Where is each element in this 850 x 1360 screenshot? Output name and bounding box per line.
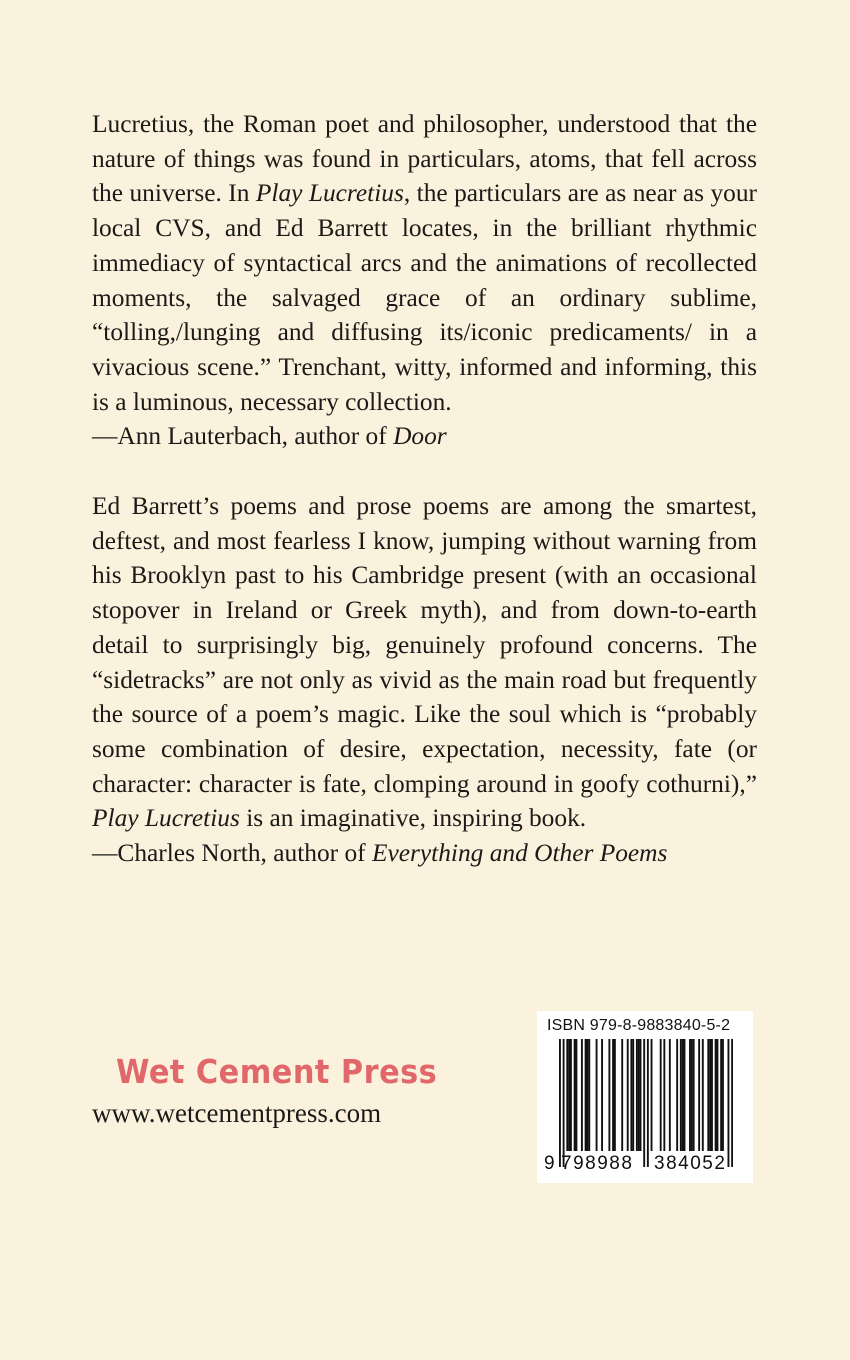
- review-quote-1-text-b: , the particulars are as near as your local CVS, and Ed Barrett locates, in the brilliant rhythmic immediacy of syntactical arcs and the animations of recollected moments, the salvaged grace of an ordinary sublime, “tolling,/lunging and diffusing its/iconic predicaments/ in a vivacious scene.” Trenchant, witty, informed and informing, this is a luminous, necessary collection.: [92, 179, 758, 416]
- review-blurb-1: [92, 107, 757, 454]
- barcode-digit-first: 9: [544, 1153, 555, 1174]
- reviewer-1: —Ann Lauterbach, author of: [92, 422, 394, 451]
- barcode-bar: [596, 1039, 598, 1151]
- barcode-bar: [559, 1039, 561, 1167]
- barcode-bar: [638, 1039, 640, 1151]
- barcode-bar: [630, 1039, 632, 1151]
- publisher-url: www.wetcementpress.com: [92, 1098, 382, 1128]
- barcode-bar: [669, 1039, 671, 1151]
- barcode-bar: [588, 1039, 590, 1151]
- barcode-bar: [575, 1039, 577, 1151]
- barcode-bar: [731, 1039, 733, 1167]
- isbn-label: ISBN 979-8-9883840-5-2: [547, 1017, 731, 1034]
- barcode-bar: [570, 1039, 572, 1151]
- barcode-bar: [636, 1039, 638, 1151]
- review-quote-2: [92, 489, 757, 836]
- barcode-bar: [663, 1039, 665, 1151]
- barcode-bar: [586, 1039, 588, 1151]
- barcode-bar: [574, 1039, 576, 1151]
- review-attribution-1: [92, 419, 757, 454]
- barcode-bar: [643, 1039, 645, 1167]
- barcode-bar: [627, 1039, 629, 1151]
- barcode-bar: [640, 1039, 642, 1151]
- barcode-bar: [581, 1039, 583, 1151]
- barcode-bar: [717, 1039, 719, 1151]
- review-quote-1-text-a: Lucretius, the Roman poet and philosopher, understood that the nature of things was found in particulars, atoms, that fell across the universe. In: [92, 110, 757, 208]
- review-attribution-2: [92, 836, 757, 871]
- barcode-bar: [709, 1039, 711, 1151]
- barcode-bar: [698, 1039, 700, 1151]
- barcode-bar: [676, 1039, 678, 1151]
- barcode-bar: [563, 1039, 565, 1167]
- barcode-bar: [651, 1039, 653, 1151]
- barcode-bar: [647, 1039, 649, 1167]
- book-title-reference: Play Lucretius: [255, 179, 404, 208]
- barcode-bar: [689, 1039, 691, 1151]
- barcode-bar: [682, 1039, 684, 1151]
- barcode-bar: [568, 1039, 570, 1151]
- book-title-reference: Play Lucretius: [92, 804, 240, 833]
- barcode-bar: [601, 1039, 603, 1151]
- barcode-bars: [559, 1039, 733, 1167]
- barcode-bar: [632, 1039, 634, 1151]
- reviewer-2-work: Everything and Other Poems: [371, 839, 668, 868]
- barcode-bar: [621, 1039, 623, 1151]
- barcode-bar: [614, 1039, 616, 1151]
- isbn-barcode: [537, 1011, 753, 1183]
- barcode-bar: [566, 1039, 568, 1151]
- barcode-bar: [691, 1039, 693, 1151]
- reviewer-1-work: Door: [393, 422, 447, 451]
- review-blurb-2: [92, 489, 757, 871]
- barcode-bar: [660, 1039, 662, 1151]
- publisher-logo: Wet Cement Press: [116, 1052, 438, 1091]
- barcode-bar: [722, 1039, 724, 1151]
- review-quote-2-text-b: is an imaginative, inspiring book.: [239, 804, 587, 833]
- barcode-bar: [608, 1039, 610, 1151]
- barcode-bar: [720, 1039, 722, 1151]
- barcode-bar: [684, 1039, 686, 1151]
- barcode-bar: [693, 1039, 695, 1151]
- barcode-bar: [680, 1039, 682, 1151]
- barcode-bar: [612, 1039, 614, 1151]
- reviewer-2: —Charles North, author of: [92, 839, 372, 868]
- review-quote-2-text-a: Ed Barrett’s poems and prose poems are among the smartest, deftest, and most fearless I know, jumping without warning from his Brooklyn past to his Cambridge present (with an occasional stopover in Ireland or Greek myth), and from down-to-earth detail to surprisingly big, genuinely profound concerns. The “sidetracks” are not only as vivid as the main road but frequently the source of a poem’s magic. Like the soul which is “probably some combination of desire, expectation, necessity, fate (or character: character is fate, clomping around in goofy cothurni),”: [92, 492, 757, 798]
- barcode-bar: [585, 1039, 587, 1151]
- barcode-bar: [715, 1039, 717, 1151]
- barcode-digits-right: 384052: [654, 1153, 727, 1174]
- barcode-bar: [707, 1039, 709, 1151]
- barcode-bar: [728, 1039, 730, 1167]
- barcode-digits-left: 798988: [561, 1153, 634, 1174]
- review-quote-1: [92, 107, 757, 419]
- barcode-bar: [702, 1039, 704, 1151]
- barcode-bar: [711, 1039, 713, 1151]
